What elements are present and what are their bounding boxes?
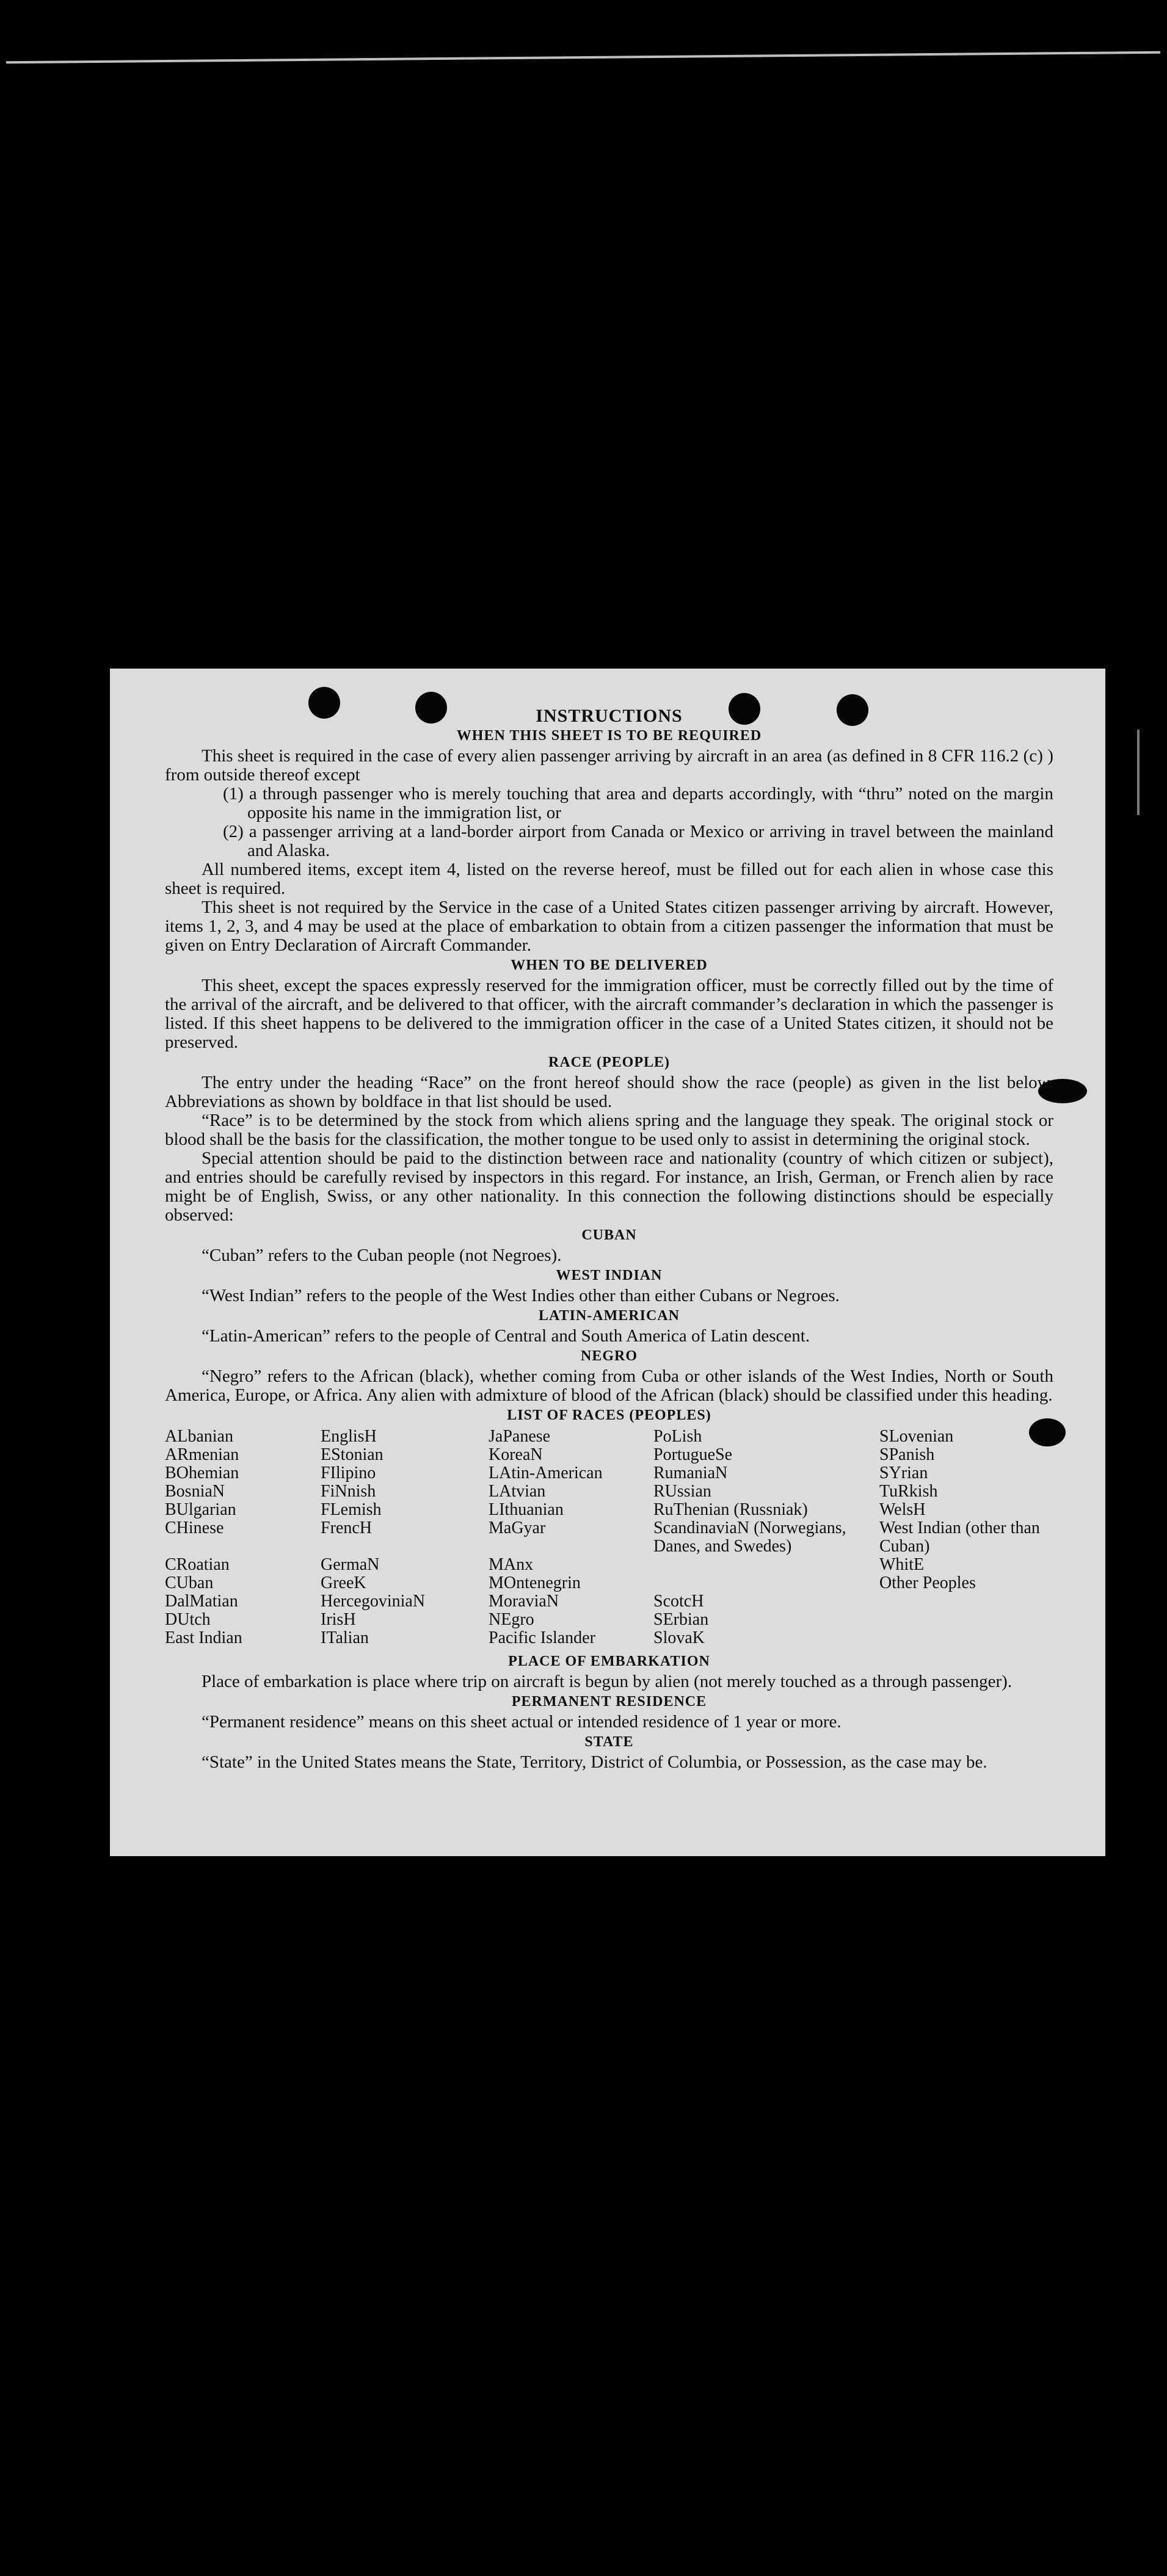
race-entry: MaGyar (489, 1518, 546, 1537)
race-entry: MoraviaN (489, 1592, 559, 1611)
race-entry: HercegoviniaN (321, 1592, 426, 1611)
section-heading: WHEN THIS SHEET IS TO BE REQUIRED (456, 728, 762, 744)
race-entry: East Indian (165, 1628, 242, 1647)
race-entry: FiNnish (321, 1482, 376, 1501)
race-entry: LAtin-American (489, 1464, 603, 1482)
race-entry: ScotcH (653, 1592, 704, 1611)
race-entry: BosniaN (165, 1482, 225, 1501)
race-entry: RUssian (653, 1482, 711, 1501)
paragraph: “Cuban” refers to the Cuban people (not Negroes). (202, 1246, 562, 1265)
section-heading: STATE (584, 1734, 634, 1750)
race-entry: ITalian (321, 1628, 369, 1647)
race-entry: PoLish (653, 1427, 702, 1446)
races-list (165, 1428, 1053, 1647)
section-heading: CUBAN (581, 1227, 637, 1243)
race-entry: DUtch (165, 1610, 211, 1629)
race-entry: CUban (165, 1573, 214, 1592)
race-entry: RuThenian (Russniak) (653, 1500, 808, 1519)
paragraph: This sheet is not required by the Service in the case of a United States citizen passenger arriving by aircraft. However, items 1, 2, 3, and 4 may be used at the place of embarkation to obtain from a citizen passenger the information that must be given on Entry Declaration of Aircraft Commander. (165, 898, 1053, 955)
page-title: INSTRUCTIONS (536, 706, 683, 726)
race-entry: CRoatian (165, 1555, 230, 1574)
race-entry: GermaN (321, 1555, 380, 1574)
sheet-text (165, 705, 1053, 1772)
race-entry: SlovaK (653, 1628, 705, 1647)
race-entry: DalMatian (165, 1592, 238, 1611)
paragraph: Place of embarkation is place where trip on aircraft is begun by alien (not merely touched as a through passenger). (202, 1672, 1012, 1691)
race-entry: West Indian (other than Cuban) (879, 1518, 1040, 1556)
race-entry: JaPanese (489, 1427, 551, 1446)
race-entry: ARmenian (165, 1445, 239, 1464)
race-entry (653, 1556, 879, 1574)
race-entry: IrisH (321, 1610, 356, 1629)
section-heading: WHEN TO BE DELIVERED (511, 957, 708, 973)
scan-mark (1137, 730, 1140, 815)
paragraph: “West Indian” refers to the people of the West Indies other than either Cubans or Negroes. (202, 1286, 840, 1305)
paragraph: “Permanent residence” means on this sheet actual or intended residence of 1 year or more. (202, 1712, 842, 1732)
race-entry: NEgro (489, 1610, 534, 1629)
race-entry: WelsH (879, 1500, 926, 1519)
race-entry: MOntenegrin (489, 1573, 581, 1592)
race-entry (879, 1592, 1053, 1611)
race-entry: EnglisH (321, 1427, 377, 1446)
paragraph: This sheet, except the spaces expressly reserved for the immigration officer, must be correctly filled out by the time of the arrival of the aircraft, and be delivered to that officer, with the aircraft commander’s declaration in which the passenger is listed. If this sheet happens to be delivered to the immigration officer in the case of a United States citizen, it should not be preserved. (165, 976, 1053, 1052)
paragraph: The entry under the heading “Race” on the front hereof should show the race (people) as given in the list below. Abbreviations as shown by boldface in that list should be used. (165, 1073, 1053, 1111)
race-entry: KoreaN (489, 1445, 543, 1464)
race-entry: LIthuanian (489, 1500, 564, 1519)
race-entry: Other Peoples (879, 1573, 976, 1592)
race-entry (879, 1611, 1053, 1629)
race-entry: ScandinaviaN (Norwegians, Danes, and Swedes) (653, 1518, 846, 1556)
race-entry: MAnx (489, 1555, 534, 1574)
race-entry: WhitE (879, 1555, 925, 1574)
race-entry: ALbanian (165, 1427, 233, 1446)
paragraph: “Negro” refers to the African (black), whether coming from Cuba or other islands of the West Indies, North or South America, Europe, or Africa. Any alien with admixture of blood of the African (black) should be classified under this heading. (165, 1366, 1053, 1405)
paragraph: “Race” is to be determined by the stock from which aliens spring and the language they speak. The original stock or blood shall be the basis for the classification, the mother tongue to be used only to assist in determining the original stock. (165, 1111, 1053, 1149)
race-entry: RumaniaN (653, 1464, 728, 1482)
race-entry: EStonian (321, 1445, 384, 1464)
race-entry: GreeK (321, 1573, 366, 1592)
race-entry: BUlgarian (165, 1500, 236, 1519)
section-heading: NEGRO (580, 1348, 638, 1364)
race-entry: SYrian (879, 1464, 928, 1482)
section-heading: PERMANENT RESIDENCE (511, 1694, 707, 1710)
race-entry (879, 1629, 1053, 1647)
paragraph: This sheet is required in the case of every alien passenger arriving by aircraft in an area (as defined in 8 CFR 116.2 (c) ) from outside thereof except (165, 746, 1053, 785)
race-entry: FIlipino (321, 1464, 376, 1482)
races-heading: LIST OF RACES (PEOPLES) (507, 1407, 711, 1423)
race-entry: BOhemian (165, 1464, 239, 1482)
race-entry (653, 1574, 879, 1592)
paragraph: “Latin-American” refers to the people of Central and South America of Latin descent. (202, 1326, 810, 1346)
section-heading: PLACE OF EMBARKATION (508, 1653, 710, 1669)
race-entry: SLovenian (879, 1427, 954, 1446)
race-entry: SPanish (879, 1445, 935, 1464)
race-entry: FrencH (321, 1518, 372, 1537)
section-heading: WEST INDIAN (556, 1268, 663, 1283)
race-entry: CHinese (165, 1518, 224, 1537)
race-entry: FLemish (321, 1500, 382, 1519)
paragraph: Special attention should be paid to the distinction between race and nationality (country of which citizen or subject), and entries should be carefully revised by inspectors in this regard. For instance, an Irish, German, or French alien by race might be of English, Swiss, or any other nationality. In this connection the following distinctions should be especially observed: (165, 1148, 1053, 1225)
paragraph: “State” in the United States means the State, Territory, District of Columbia, or Possession, as the case may be. (202, 1752, 987, 1772)
instruction-sheet (110, 669, 1105, 1856)
race-entry: LAtvian (489, 1482, 546, 1501)
list-item: (1) a through passenger who is merely touching that area and departs accordingly, with “thru” noted on the margin opposite his name in the immigration list, or (223, 784, 1053, 822)
scan-edge-line (6, 51, 1160, 63)
list-item: (2) a passenger arriving at a land-border airport from Canada or Mexico or arriving in travel between the mainland and Alaska. (223, 822, 1053, 860)
paragraph: All numbered items, except item 4, listed on the reverse hereof, must be filled out for each alien in whose case this sheet is required. (165, 860, 1053, 898)
race-entry: SErbian (653, 1610, 709, 1629)
race-entry: PortugueSe (653, 1445, 733, 1464)
section-heading: RACE (PEOPLE) (548, 1054, 670, 1070)
race-entry: Pacific Islander (489, 1628, 595, 1647)
section-heading: LATIN-AMERICAN (539, 1308, 680, 1324)
race-entry: TuRkish (879, 1482, 938, 1501)
